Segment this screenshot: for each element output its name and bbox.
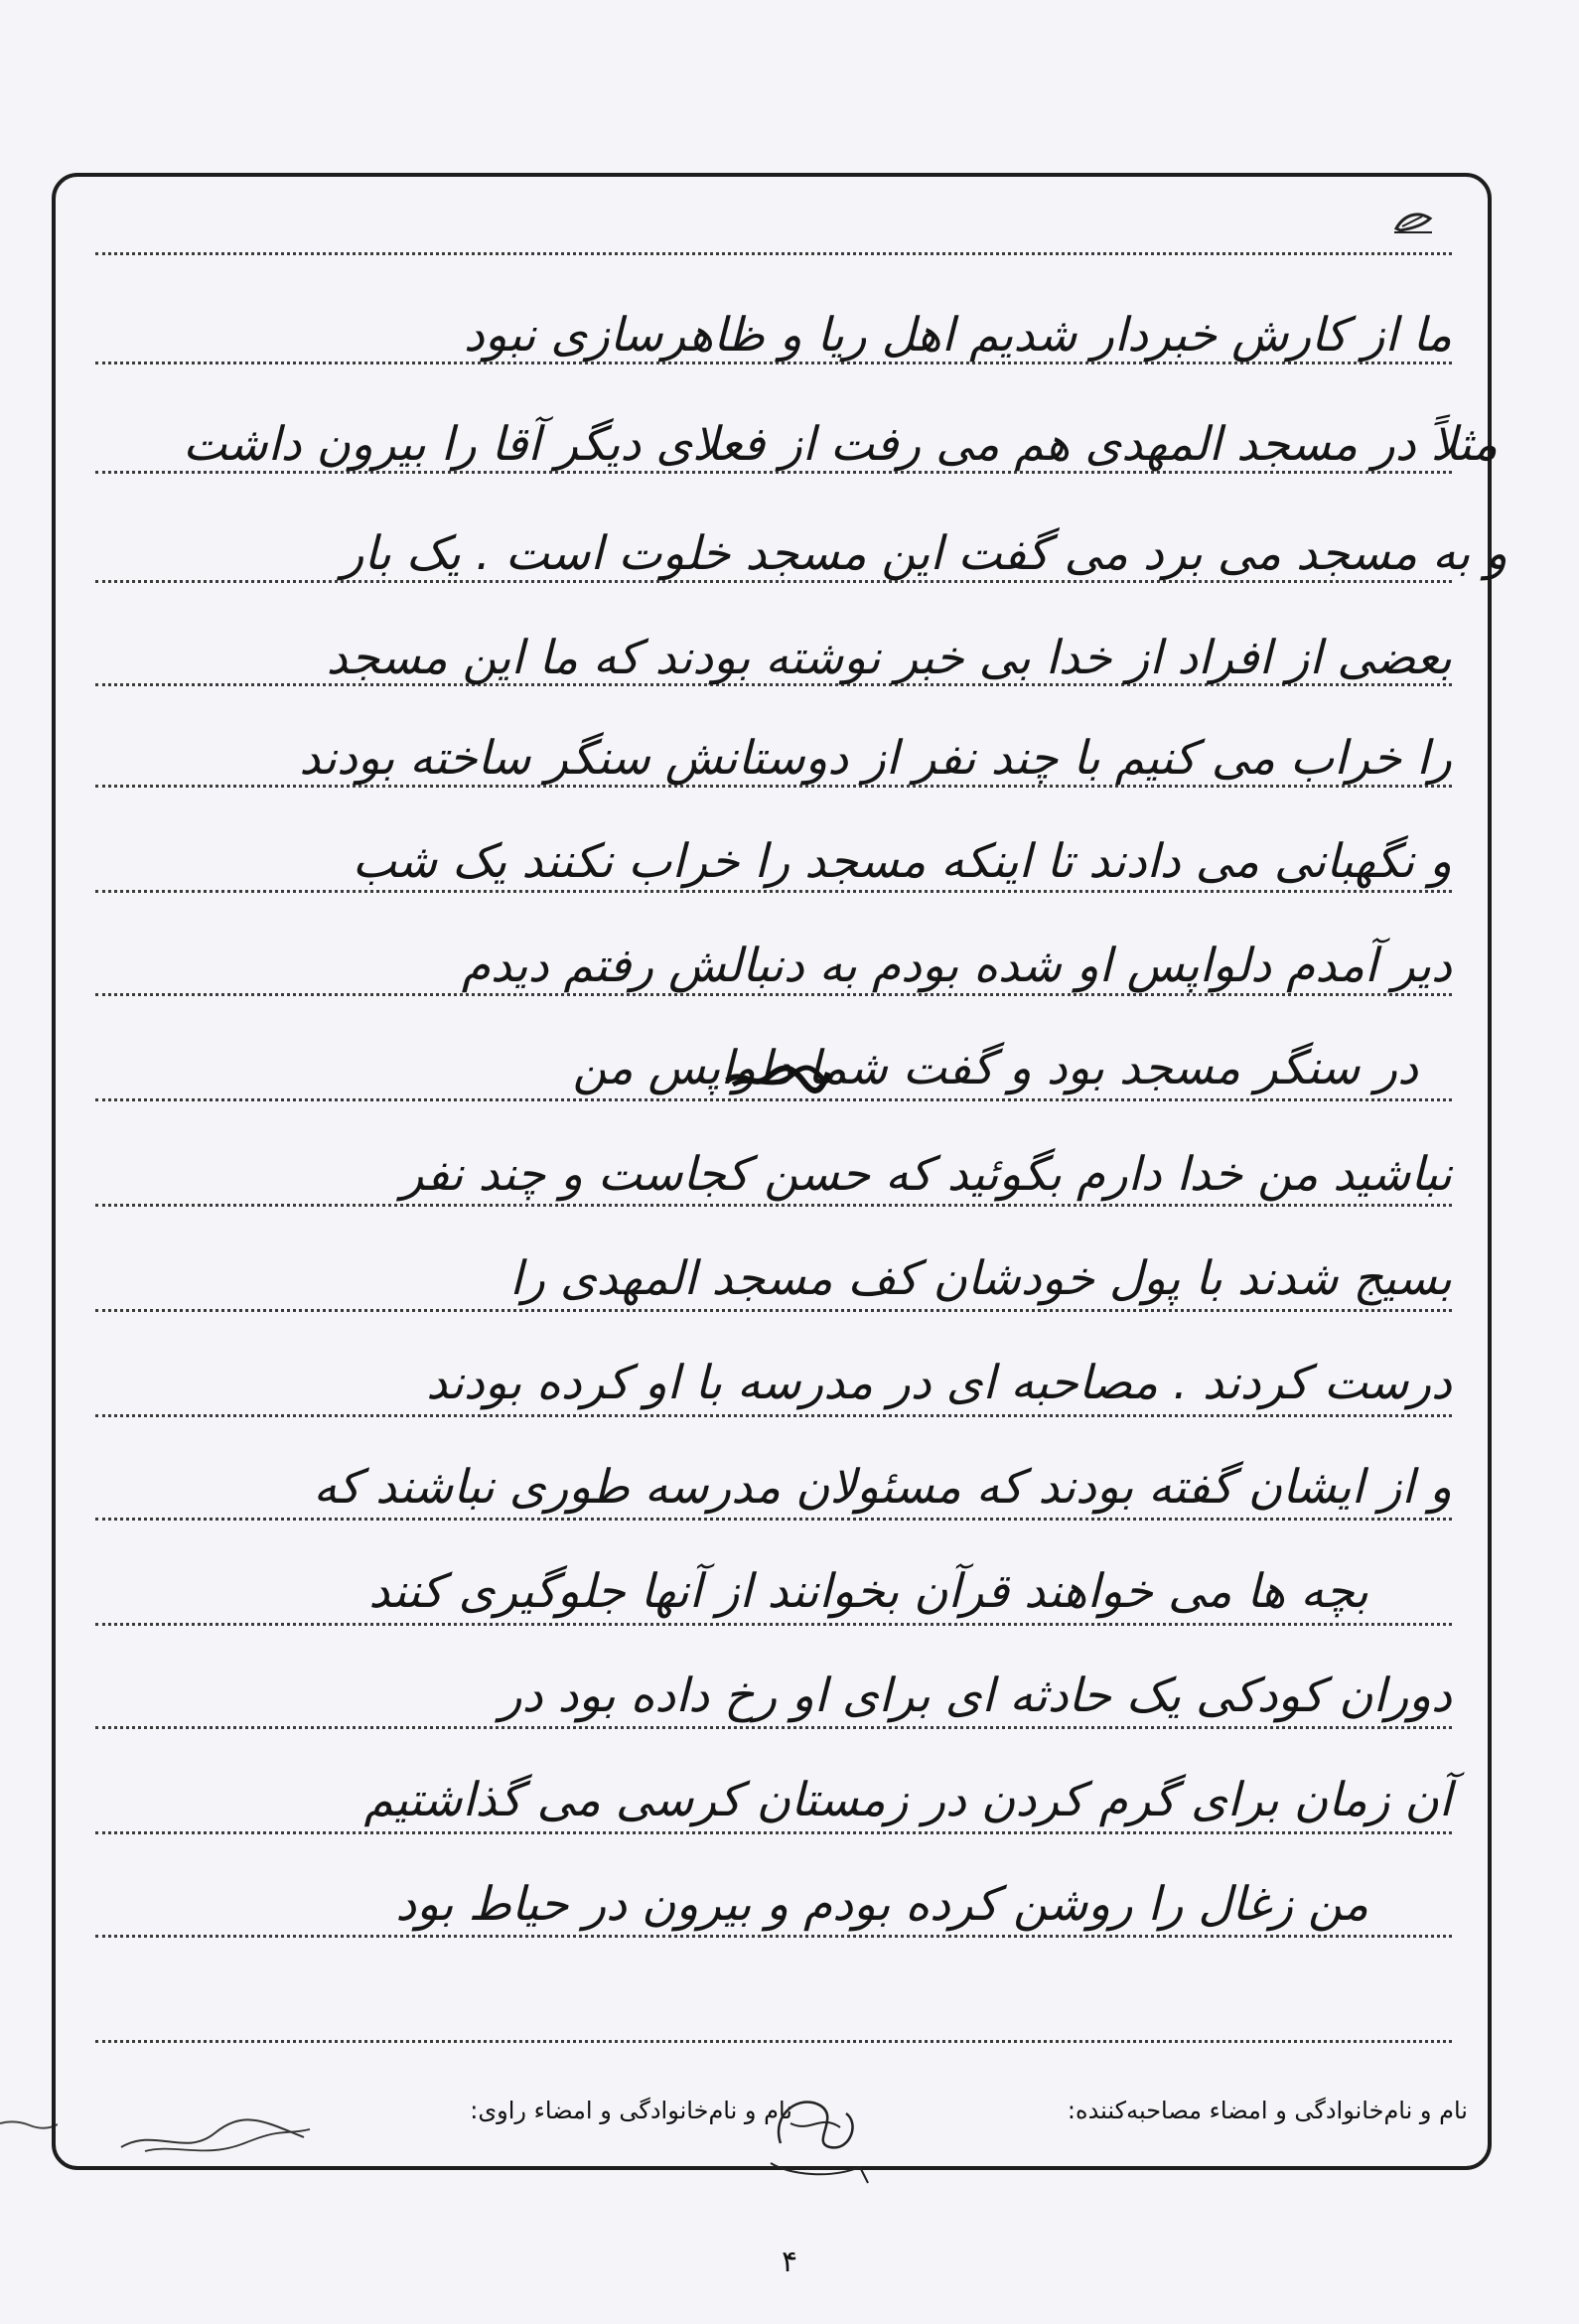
interviewer-signature-label: نام و نام‌خانوادگی و امضاء مصاحبه‌کننده: — [1067, 2097, 1468, 2124]
rule-line — [95, 1414, 1452, 1417]
handwritten-line: بعضی از افراد از خدا بی خبر نوشته بودند که ما این مسجد — [326, 631, 1452, 685]
handwritten-line: و از ایشان گفته بودند که مسئولان مدرسه طوری نباشند که — [313, 1460, 1452, 1515]
rule-line — [95, 1831, 1452, 1834]
rule-line — [95, 1935, 1452, 1938]
rule-line — [95, 252, 1452, 255]
handwritten-line: دیر آمدم دلواپس او شده بودم به دنبالش رفتم دیدم — [461, 939, 1452, 993]
rule-line — [95, 1098, 1452, 1101]
handwritten-line: را خراب می کنیم با چند نفر از دوستانش سنگر ساخته بودند — [299, 731, 1452, 786]
handwritten-line: نباشید من خدا دارم بگوئید که حسن کجاست و چند نفر — [400, 1147, 1452, 1202]
pen-icon — [1392, 207, 1436, 236]
handwritten-line: درست کردند . مصاحبه ای در مدرسه با او کرده بودند — [426, 1356, 1452, 1410]
edge-scribble — [0, 2115, 58, 2135]
narrator-signature-label: نام و نام‌خانوادگی و امضاء راوی: — [470, 2097, 792, 2124]
rule-line — [95, 1726, 1452, 1729]
handwritten-line: مثلاً در مسجد المهدی هم می رفت از فعلای دیگر آقا را بیرون داشت — [183, 417, 1498, 472]
handwritten-line: ما از کارش خبردار شدیم اهل ریا و ظاهرسازی نبود — [463, 308, 1452, 363]
rule-line — [95, 1309, 1452, 1312]
rule-line — [95, 2040, 1452, 2043]
rule-line — [95, 1623, 1452, 1626]
handwritten-line: بسیج شدند با پول خودشان کف مسجد المهدی را — [509, 1251, 1452, 1306]
handwritten-line: و به مسجد می برد می گفت این مسجد خلوت است . یک بار — [341, 526, 1507, 581]
rule-line — [95, 1518, 1452, 1521]
handwritten-line: بچه ها می خواهند قرآن بخوانند از آنها جلوگیری کنند — [368, 1564, 1368, 1619]
signature-row — [56, 2083, 1488, 2142]
handwritten-line: در سنگر مسجد بود و گفت شما دلواپس من — [572, 1041, 1418, 1095]
handwritten-line: من زغال را روشن کرده بودم و بیرون در حیاط بود — [395, 1877, 1368, 1932]
form-frame — [52, 173, 1507, 2170]
handwritten-line: آن زمان برای گرم کردن در زمستان کرسی می گذاشتیم — [363, 1773, 1452, 1827]
handwritten-line: دوران کودکی یک حادثه ای برای او رخ داده بود در — [499, 1669, 1452, 1723]
page-number: ۴ — [781, 2245, 798, 2279]
handwritten-line: و نگهبانی می دادند تا اینکه مسجد را خراب نکنند یک شب — [352, 834, 1452, 889]
